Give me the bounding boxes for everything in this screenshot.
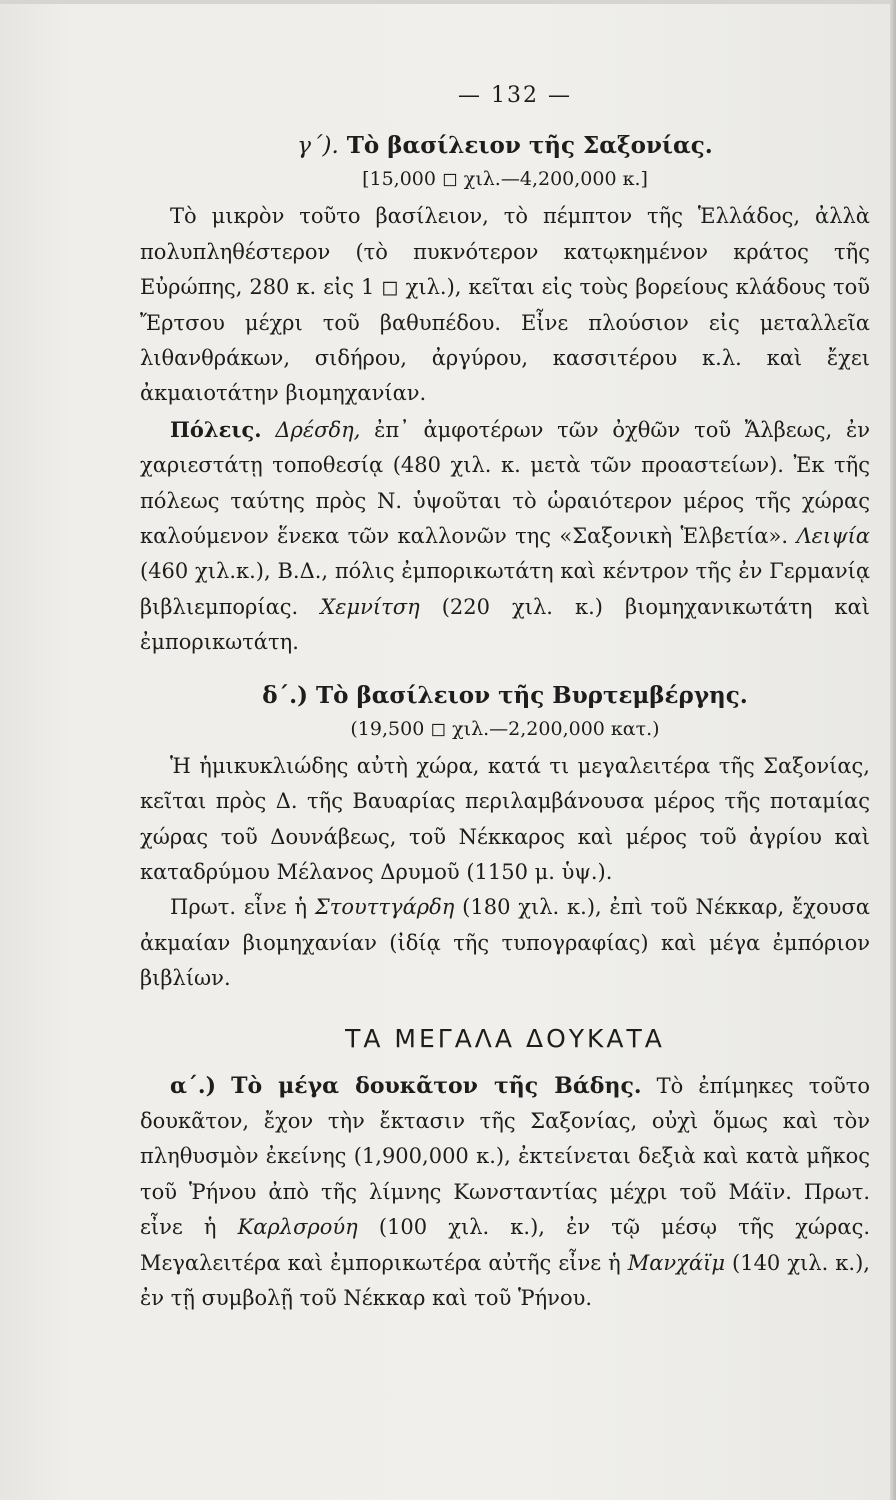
section-saxony-heading xyxy=(140,129,870,163)
city-chemnitz: Χεμνίτση xyxy=(320,594,420,619)
section-saxony-cities xyxy=(140,412,870,661)
cities-text-3: (220 χιλ. κ.) βιομηχανικωτάτη καὶ ἐμπορικωτάτη. xyxy=(140,594,870,655)
cities-label: Πόλεις. xyxy=(170,416,262,442)
city-karlsruhe: Καρλσρούη xyxy=(237,1215,358,1240)
page-right-edge xyxy=(890,0,896,1500)
city-mannheim: Μανχάϊμ xyxy=(627,1250,725,1275)
section-saxony-area: [15,000 ◻ χιλ.—4,200,000 κ.] xyxy=(362,168,648,191)
capital-text-a: Πρωτ. εἶνε ἡ xyxy=(170,895,308,920)
grand-duchies-heading: ΤΑ ΜΕΓΑΛΑ ΔΟΥΚΑΤΑ xyxy=(345,1023,665,1053)
city-leipzig: Λειψία xyxy=(796,524,870,549)
page-top-edge xyxy=(0,0,896,4)
section-saxony-label: γ΄). xyxy=(297,133,339,160)
cities-text-2: (460 χιλ.κ.), Β.Δ., πόλις ἐμπορικωτάτη καὶ κέντρον τῆς ἐν Γερμανίᾳ βιβλιεμπορίας. xyxy=(140,559,870,619)
section-saxony-title: Τὸ βασίλειον τῆς Σαξονίας. xyxy=(346,132,713,160)
baden-text-c: (140 χιλ. κ.), ἐν τῇ συμβολῇ τοῦ Νέκκαρ καὶ τοῦ Ῥήνου. xyxy=(140,1250,870,1310)
section-baden-label: α΄.) xyxy=(170,1072,216,1099)
section-wurttemberg-area: (19,500 ◻ χιλ.—2,200,000 κατ.) xyxy=(350,717,660,740)
city-dresden: Δρέσδη, xyxy=(275,417,361,442)
section-wurttemberg-capital xyxy=(140,890,870,996)
section-wurttemberg-label: δ΄.) xyxy=(262,681,308,709)
section-saxony-paragraph: Τὸ μικρὸν τοῦτο βασίλειον, τὸ πέμπτον τῆς Ἑλλάδος, ἀλλὰ πολυπληθέστερον (τὸ πυκνότερον κατῳκημένον κράτος τῆς Εὐρώπης, 280 κ. εἰς 1 ◻ χιλ.), κεῖται εἰς τοὺς βορείους κλάδους τοῦ Ἔρτσου μέχρι τοῦ βαθυπέδου. Εἶνε πλούσιον εἰς μεταλλεῖα λιθανθράκων, σιδήρου, ἀργύρου, κασσιτέρου κ.λ. καὶ ἔχει ἀκμαιοτάτην βιομηχανίαν. xyxy=(140,204,870,406)
page-number: — 132 — xyxy=(458,83,572,108)
section-wurttemberg-heading xyxy=(140,679,870,713)
baden-text-b: (100 χιλ. κ.), ἐν τῷ μέσῳ τῆς χώρας. Μεγαλειτέρα καὶ ἐμπορικωτέρα αὐτῆς εἶνε ἡ xyxy=(140,1215,871,1275)
section-baden-paragraph xyxy=(140,1069,870,1317)
city-stuttgart: Στουττγάρδη xyxy=(314,895,455,920)
section-wurttemberg-title: Τὸ βασίλειον τῆς Βυρτεμβέργης. xyxy=(316,681,748,709)
baden-text-a: Τὸ ἐπίμηκες τοῦτο δουκᾶτον, ἔχον τὴν ἔκτασιν τῆς Σαξονίας, οὐχὶ ὅμως καὶ τὸν πληθυσμὸν ἐκείνης (1,900,000 κ.), ἐκτείνεται δεξιὰ καὶ κατὰ μῆκος τοῦ Ῥήνου ἀπὸ τῆς λίμνης Κωνσταντίας μέχρι τοῦ Μάϊν. Πρωτ. εἶνε ἡ xyxy=(140,1073,870,1240)
page-text-block xyxy=(140,78,870,1316)
section-wurttemberg-paragraph: Ἡ ἡμικυκλιώδης αὐτὴ χώρα, κατά τι μεγαλειτέρα τῆς Σαξονίας, κεῖται πρὸς Δ. τῆς Βαυαρίας περιλαμβάνουσα μέρος τῆς ποταμίας χώρας τοῦ Δουνάβεως, τοῦ Νέκκαρος καὶ μέρος τοῦ ἀγρίου καὶ καταδρύμου Μέλανος Δρυμοῦ (1150 μ. ὑψ.). xyxy=(140,753,870,884)
section-baden-title: Τὸ μέγα δουκᾶτον τῆς Βάδης. xyxy=(231,1072,642,1099)
cities-text-1: ἐπ᾽ ἀμφοτέρων τῶν ὀχθῶν τοῦ Ἄλβεως, ἐν χαριεστάτῃ τοποθεσίᾳ (480 χιλ. κ. μετὰ τῶν προαστείων). Ἐκ τῆς πόλεως ταύτης πρὸς Ν. ὑψοῦται τὸ ὡραιότερον μέρος τῆς χώρας καλούμενον ἕνεκα τῶν καλλονῶν της «Σαξονικὴ Ἑλβετία». xyxy=(140,417,870,549)
capital-text-b: (180 χιλ. κ.), ἐπὶ τοῦ Νέκκαρ, ἔχουσα ἀκμαίαν βιομηχανίαν (ἰδίᾳ τῆς τυπογραφίας) καὶ μέγα ἐμπόριον βιβλίων. xyxy=(140,895,870,991)
